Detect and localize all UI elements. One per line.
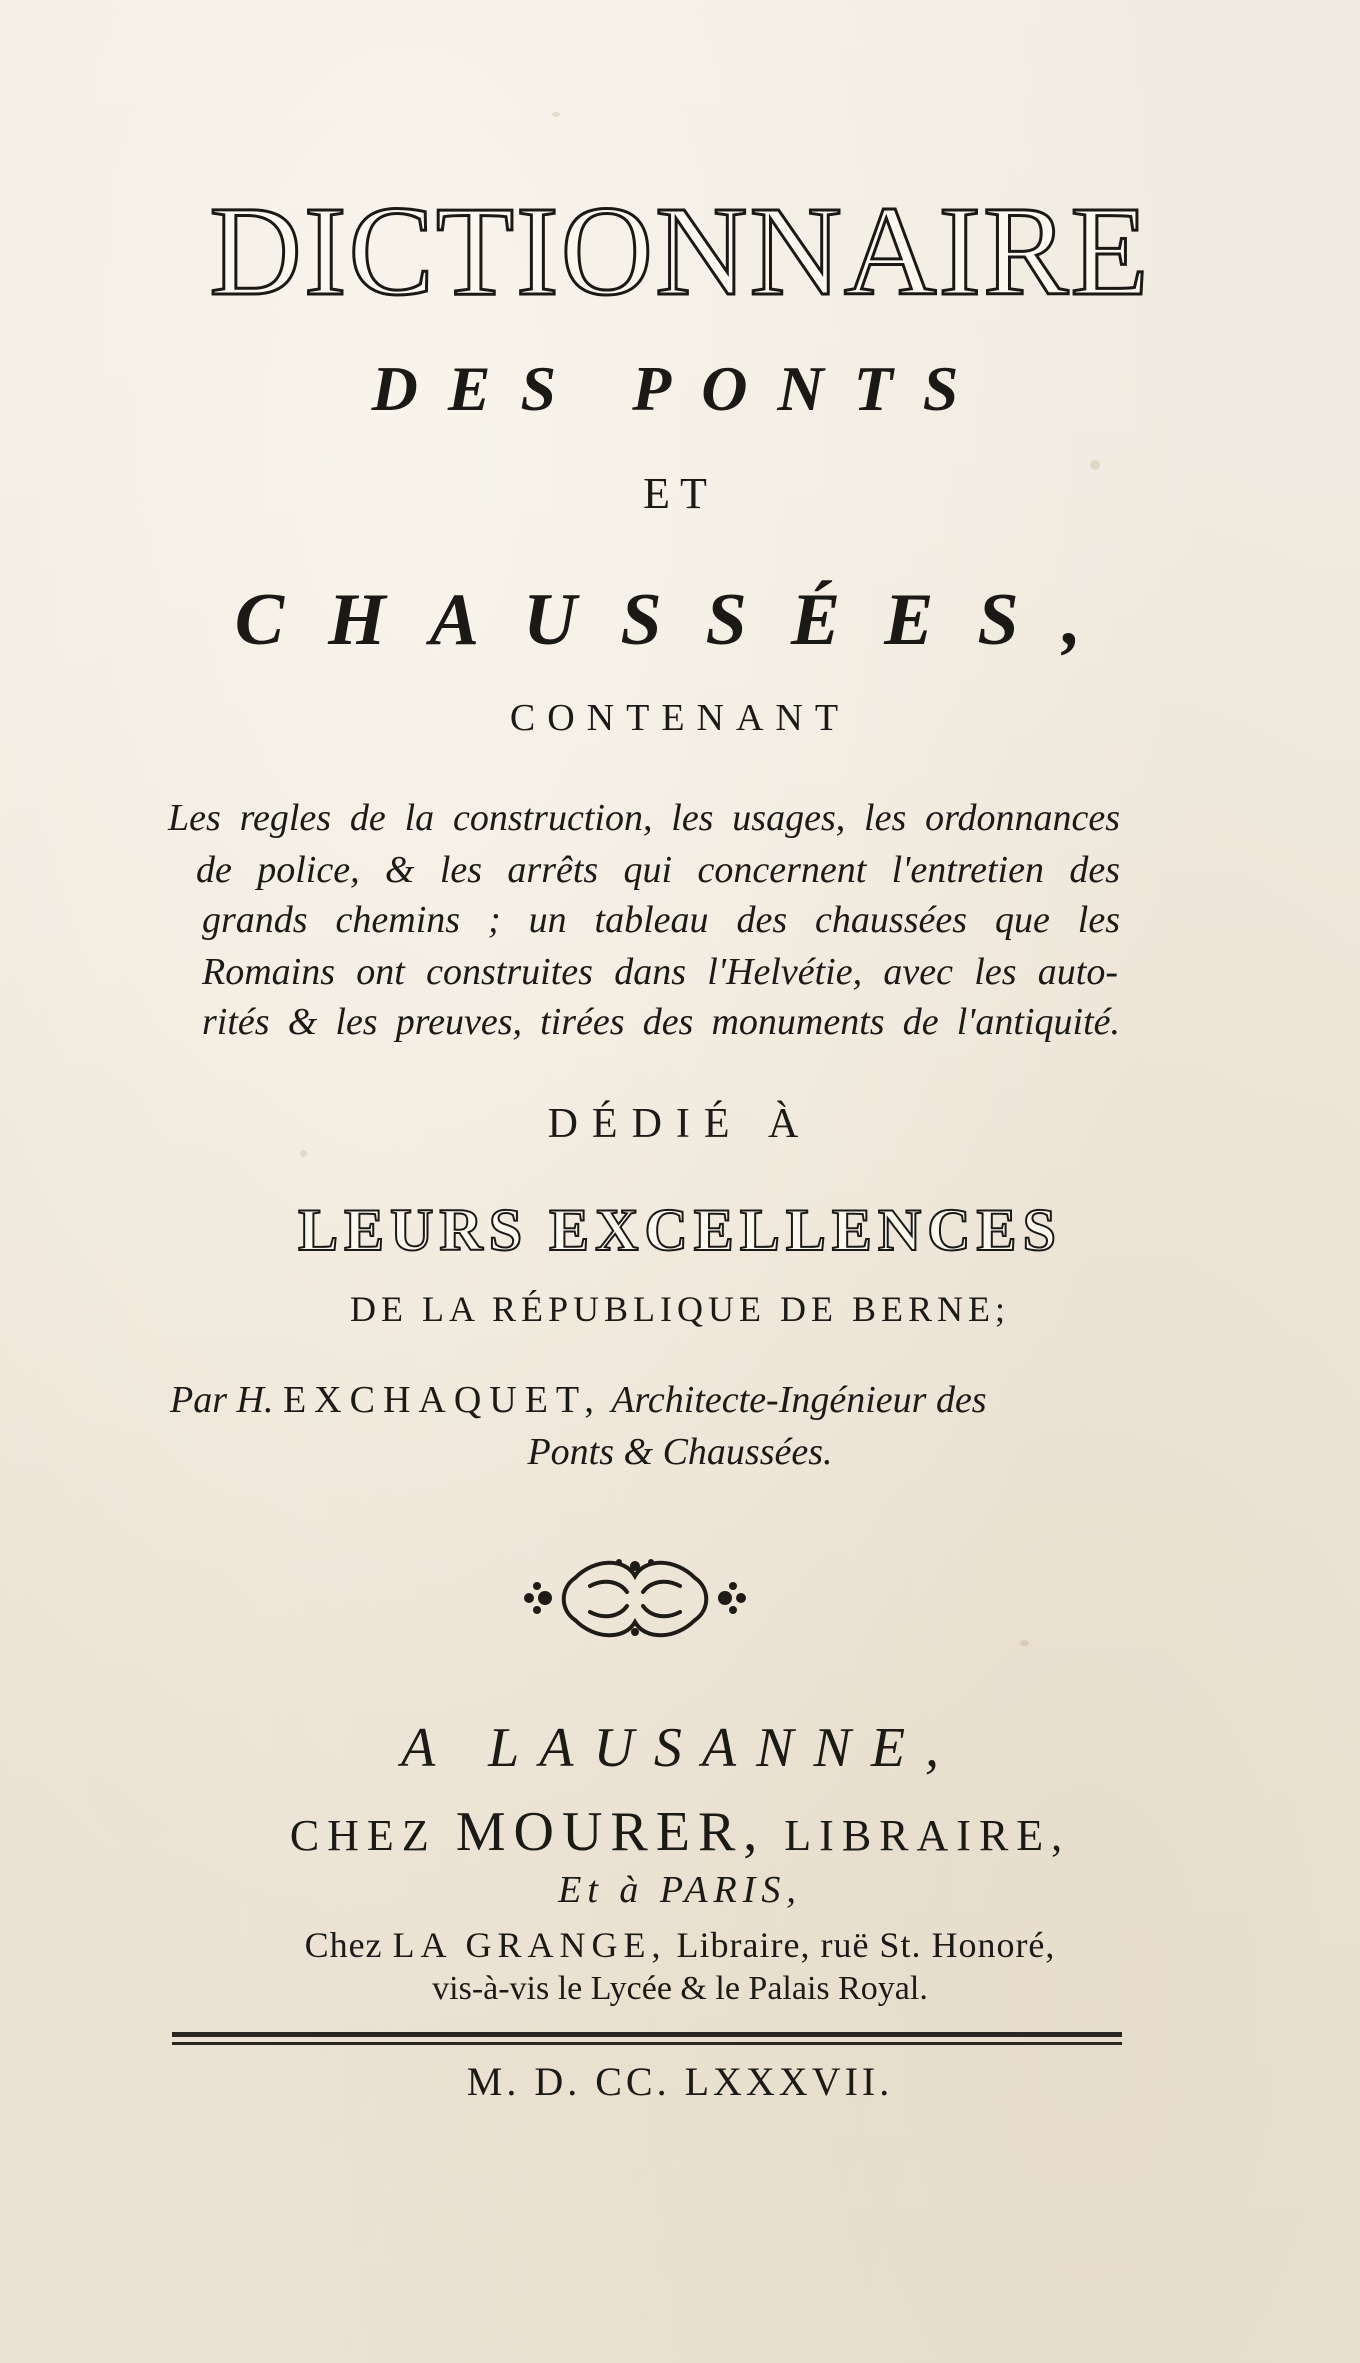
- subtitle-chaussees: CHAUSSÉES,: [234, 579, 1126, 661]
- double-rule-top: [172, 2032, 1122, 2037]
- author-title: Architecte-Ingénieur des: [611, 1379, 987, 1421]
- author-name: EXCHAQUET,: [282, 1379, 602, 1421]
- author-par: Par H.: [170, 1379, 274, 1421]
- description-line: [168, 796, 1120, 840]
- description-line-text: Les regles de la construction, les usages, les ordonnances: [168, 797, 1120, 839]
- description-line: [202, 898, 1120, 942]
- description-line: [202, 950, 1118, 994]
- subtitle-des-ponts: DES PONTS: [371, 353, 989, 424]
- imprint-address: vis-à-vis le Lycée & le Palais Royal.: [432, 1970, 928, 2007]
- author-title-continued: Ponts & Chaussées.: [527, 1431, 833, 1473]
- contenant-heading: CONTENANT: [509, 697, 851, 739]
- description-line-text: de police, & les arrêts qui concernent l'entretien des: [196, 849, 1120, 891]
- subtitle-et: ET: [643, 469, 717, 518]
- imprint-publisher: [0, 1800, 1360, 1864]
- description-line: [202, 1000, 1120, 1044]
- ornament-vignette-icon: [515, 1548, 755, 1648]
- paper-speck: [1020, 1640, 1029, 1646]
- excellences-heading: LEURS EXCELLENCES: [298, 1197, 1062, 1263]
- paper-speck: [300, 1150, 307, 1157]
- imprint-paris: Et à PARIS,: [558, 1869, 802, 1911]
- publisher-prefix: CHEZ: [289, 1811, 437, 1860]
- republique-line: DE LA RÉPUBLIQUE DE BERNE;: [350, 1289, 1010, 1329]
- lagrange-prefix: Chez: [304, 1925, 383, 1965]
- book-title: DICTIONNAIRE: [209, 180, 1151, 322]
- publisher-name: MOURER,: [455, 1801, 766, 1863]
- paper-speck: [552, 112, 560, 117]
- imprint-lagrange: [0, 1924, 1360, 1966]
- lagrange-suffix: Libraire, ruë St. Honoré,: [676, 1925, 1056, 1965]
- description-line-text: grands chemins ; un tableau des chaussées que les: [202, 899, 1120, 941]
- description-line-text: Romains ont construites dans l'Helvétie, avec les auto-: [202, 951, 1118, 993]
- dedication: DÉDIÉ À: [547, 1101, 813, 1147]
- imprint-city: A LAUSANNE,: [400, 1717, 960, 1779]
- publisher-suffix: LIBRAIRE,: [784, 1811, 1071, 1860]
- lagrange-name: LA GRANGE,: [392, 1925, 667, 1965]
- description-line-text: rités & les preuves, tirées des monuments de l'antiquité.: [202, 1001, 1120, 1043]
- description-line: [196, 848, 1120, 892]
- publication-date: M. D. CC. LXXXVII.: [466, 2059, 894, 2104]
- author-line: [170, 1378, 1130, 1422]
- double-rule-bottom: [172, 2042, 1122, 2045]
